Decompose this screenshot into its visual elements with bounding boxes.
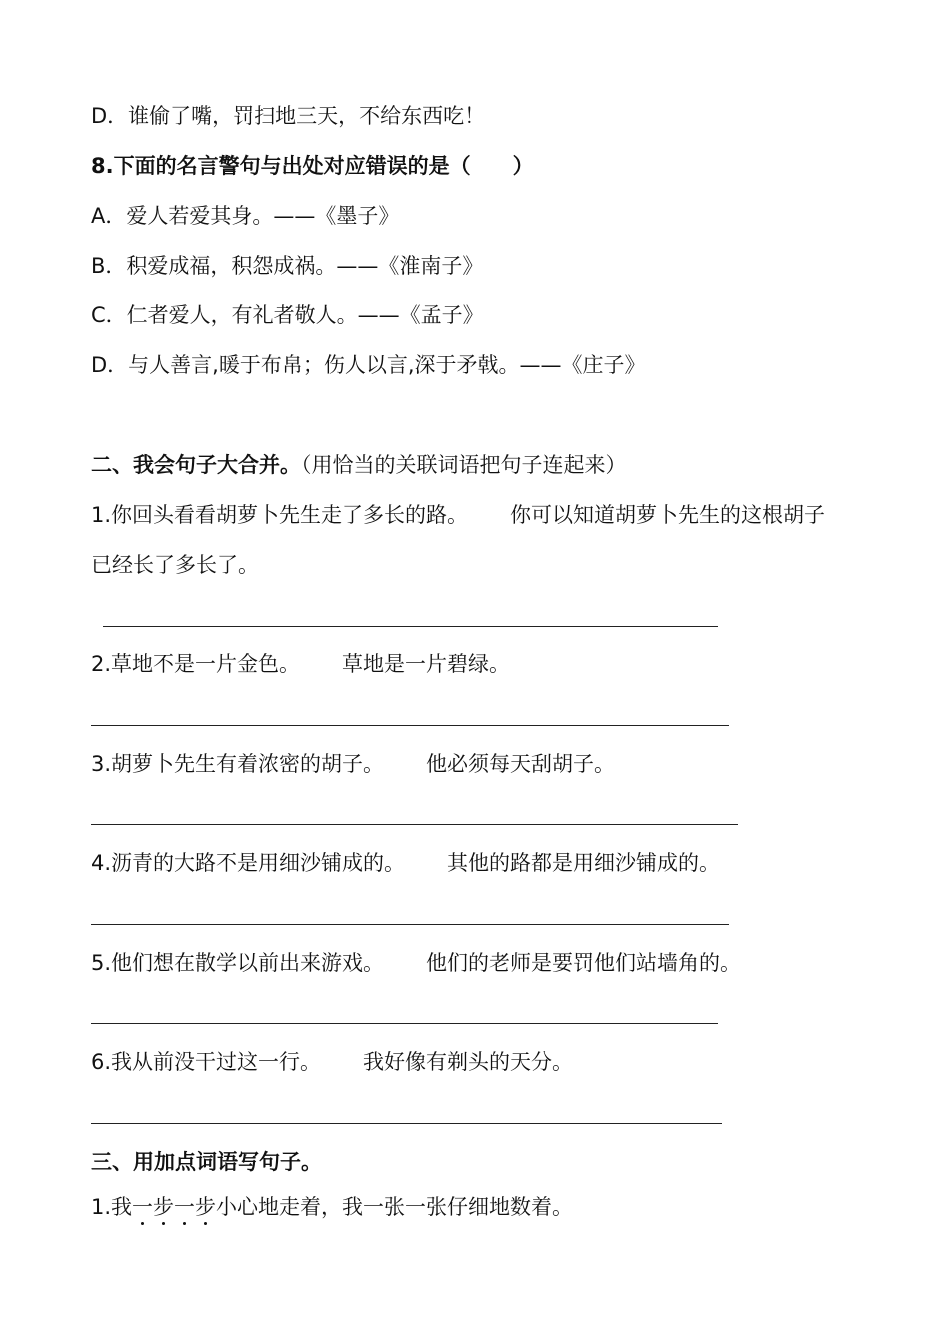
- s2-item6: [91, 1047, 573, 1077]
- s3-item1-prefix: 1.我: [91, 1195, 133, 1219]
- section2-instruction: （用恰当的关联词语把句子连起来）: [301, 453, 627, 477]
- s2-item3-b: 他必须每天刮胡子。: [426, 752, 616, 776]
- answer-line-1[interactable]: [103, 626, 718, 627]
- s2-item2-b: 草地是一片碧绿。: [342, 652, 511, 676]
- s3-item1-dotted-text: 一步一步: [132, 1195, 217, 1219]
- emphasis-dot-icon: [162, 1222, 165, 1225]
- s2-item2-a: 2.草地不是一片金色。: [91, 652, 301, 676]
- section3-title: 三、用加点词语写句子。: [91, 1150, 322, 1174]
- s3-item1-rest: 小心地走着，我一张一张仔细地数着。: [216, 1195, 574, 1219]
- emphasis-dot-icon: [141, 1222, 144, 1225]
- s2-item3-a: 3.胡萝卜先生有着浓密的胡子。: [91, 752, 385, 776]
- q8-option-a: A．爱人若爱其身。——《墨子》: [91, 204, 400, 228]
- s2-item1-a: 1.你回头看看胡萝卜先生走了多长的路。: [91, 503, 469, 527]
- section2-title: 二、我会句子大合并。: [91, 453, 301, 477]
- s2-item4-b: 其他的路都是用细沙铺成的。: [447, 851, 721, 875]
- emphasis-dot-icon: [183, 1222, 186, 1225]
- answer-line-2[interactable]: [91, 725, 729, 726]
- answer-line-3[interactable]: [91, 824, 738, 825]
- s3-item1-dotted-word: [132, 1195, 216, 1219]
- s2-item6-b: 我好像有剃头的天分。: [363, 1050, 574, 1074]
- q8-option-d: D．与人善言,暖于布帛；伤人以言,深于矛戟。——《庄子》: [91, 353, 646, 377]
- s2-item1-line1: [91, 500, 825, 530]
- section2-heading: [91, 450, 627, 480]
- s2-item5: [91, 948, 741, 978]
- s2-item4: [91, 848, 720, 878]
- q8-option-c: C．仁者爱人，有礼者敬人。——《孟子》: [91, 303, 484, 327]
- s2-item1-b: 你可以知道胡萝卜先生的这根胡子: [510, 503, 826, 527]
- s2-item5-a: 5.他们想在散学以前出来游戏。: [91, 951, 385, 975]
- s2-item2: [91, 649, 510, 679]
- s2-item1-c: 已经长了多长了。: [91, 553, 259, 577]
- s3-item1: [91, 1192, 573, 1222]
- s2-item5-b: 他们的老师是要罚他们站墙角的。: [426, 951, 742, 975]
- s2-item4-a: 4.沥青的大路不是用细沙铺成的。: [91, 851, 406, 875]
- s2-item3: [91, 749, 615, 779]
- answer-line-5[interactable]: [91, 1023, 718, 1024]
- answer-line-4[interactable]: [91, 924, 729, 925]
- emphasis-dot-icon: [204, 1222, 207, 1225]
- answer-line-6[interactable]: [91, 1123, 722, 1124]
- q7-option-d: D．谁偷了嘴，罚扫地三天，不给东西吃！: [91, 104, 486, 128]
- q8-option-b: B．积爱成福，积怨成祸。——《淮南子》: [91, 254, 484, 278]
- q8-title: 8.下面的名言警句与出处对应错误的是（ ）: [91, 154, 534, 178]
- s2-item6-a: 6.我从前没干过这一行。: [91, 1050, 322, 1074]
